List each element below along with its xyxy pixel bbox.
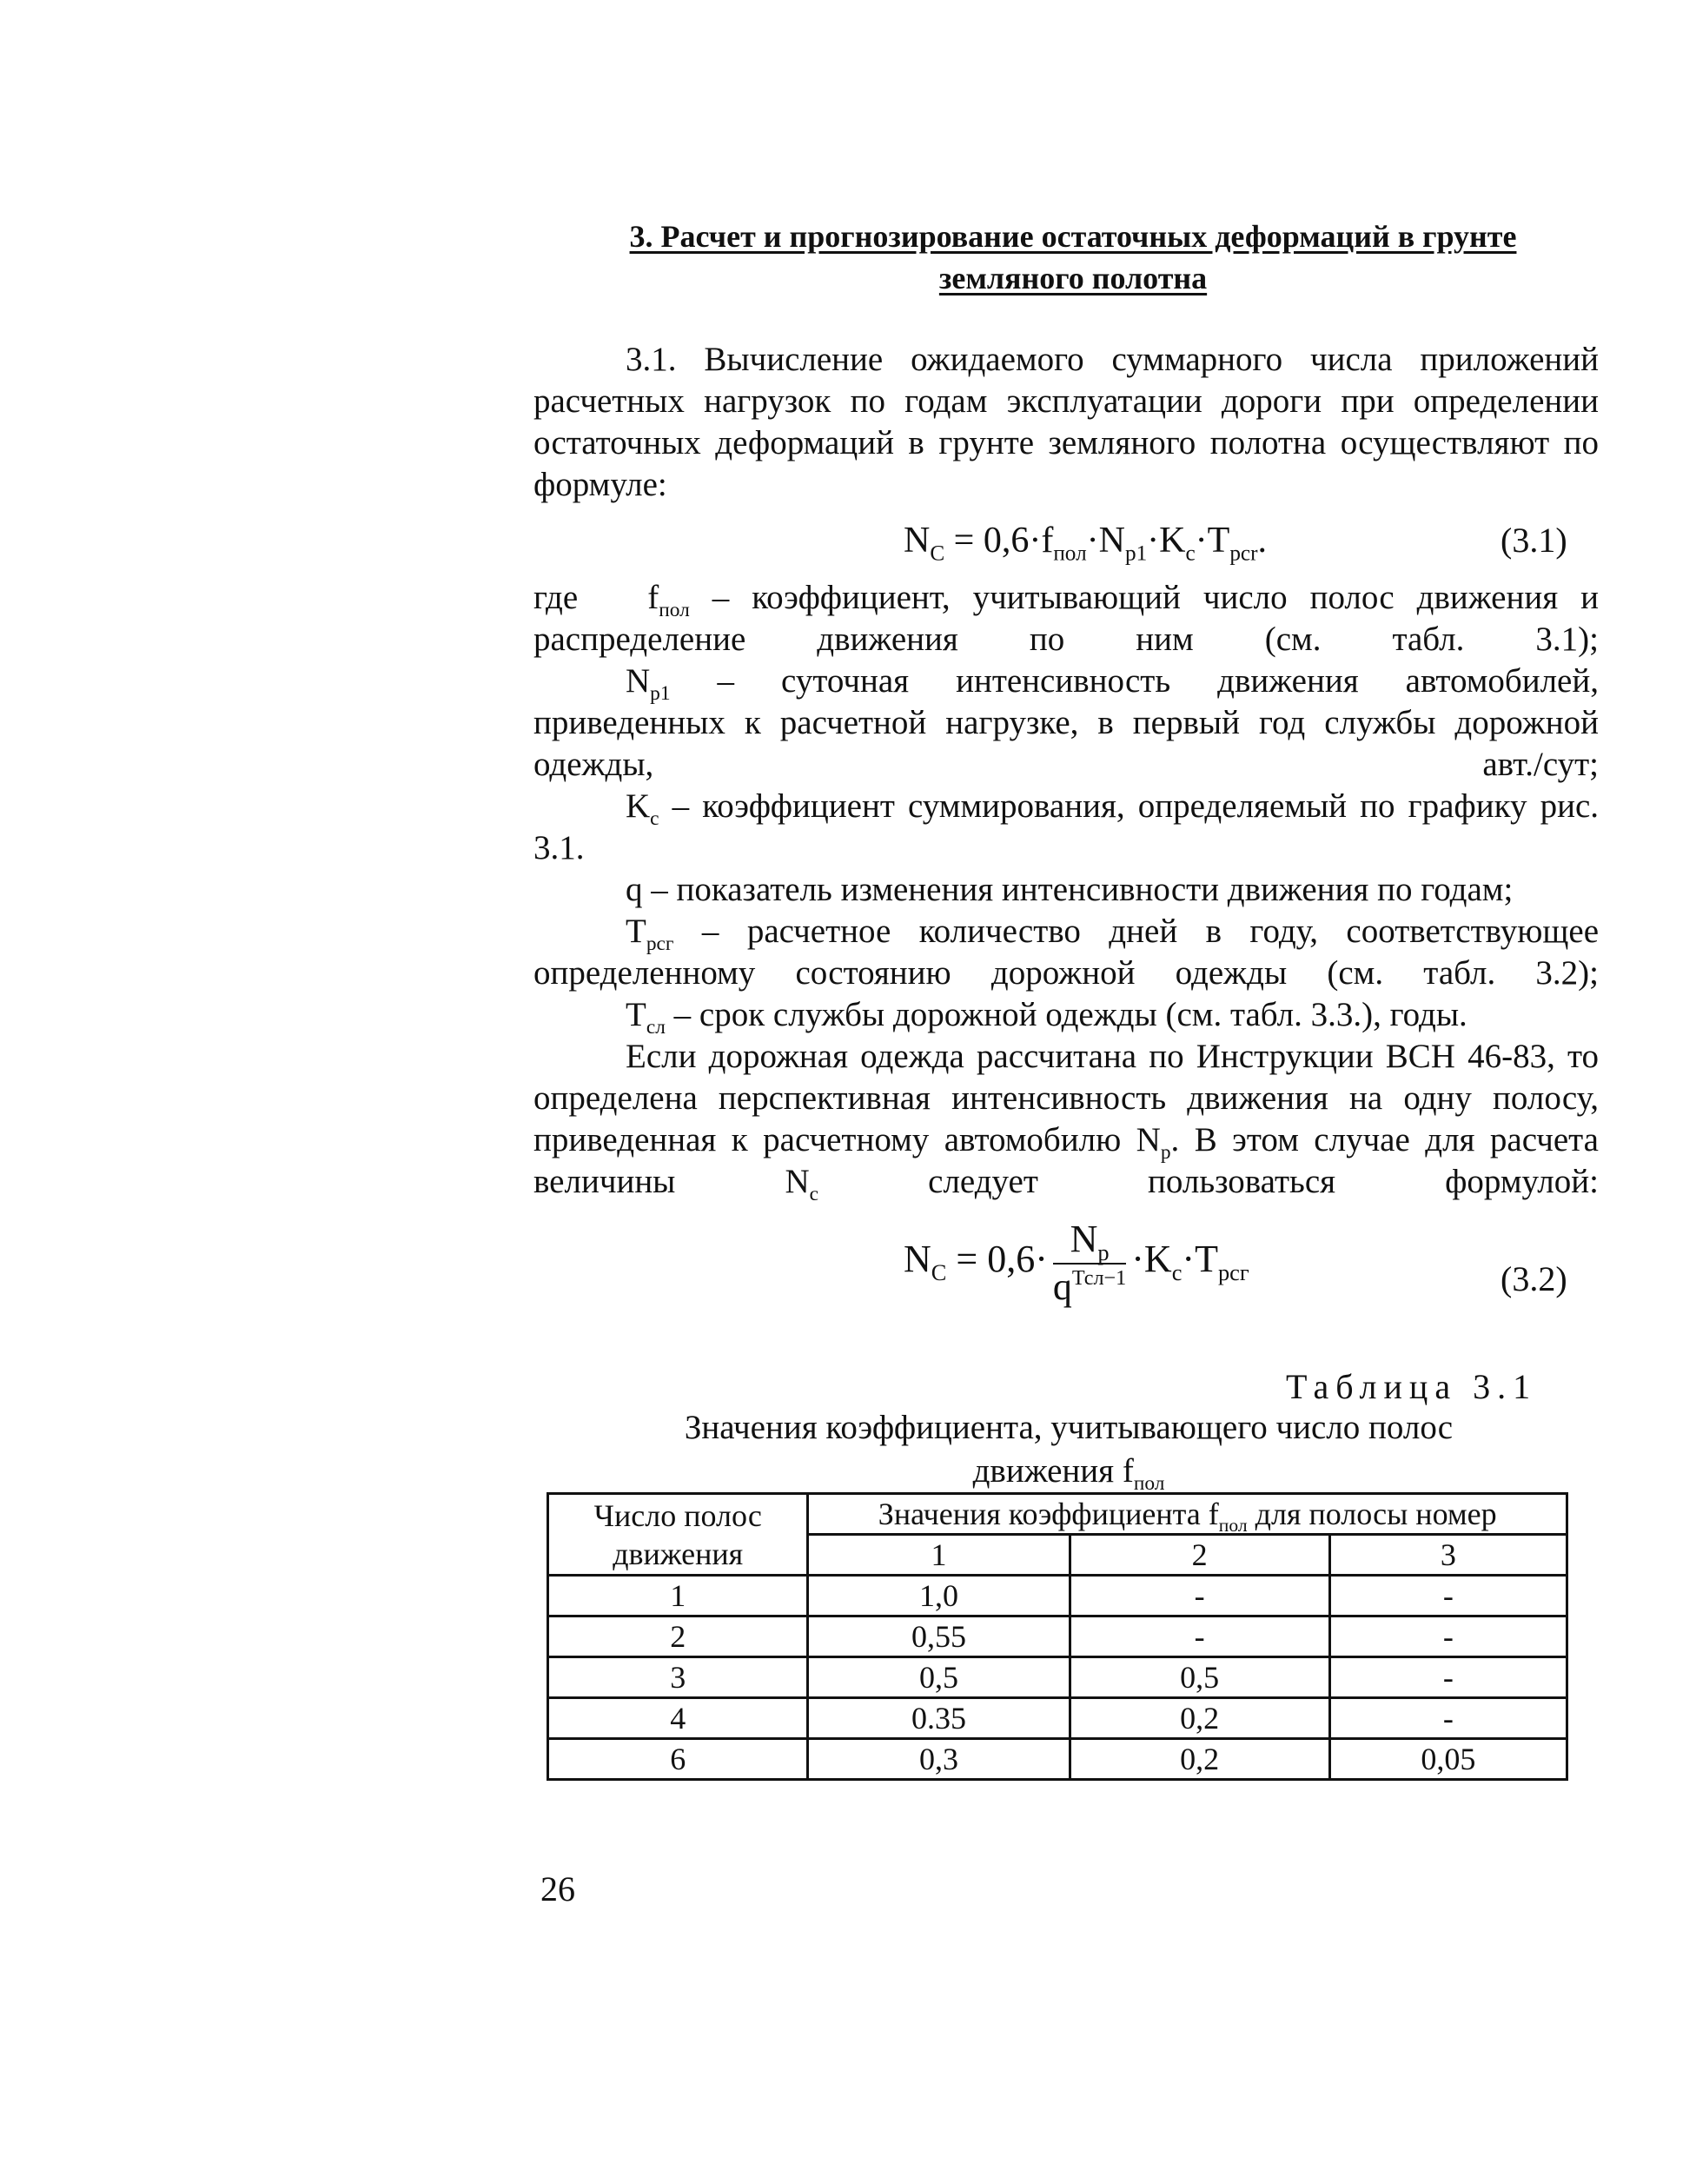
text-fragment: q [1052, 1265, 1072, 1308]
page-number: 26 [540, 1869, 575, 1909]
text-fragment: сл [646, 1015, 666, 1039]
table-row [548, 1698, 1567, 1739]
text-fragment: N [626, 662, 651, 700]
formula-3-2-number: (3.2) [1501, 1259, 1567, 1298]
text-fragment: = 0,6·f [944, 521, 1054, 561]
table-cell: 0,2 [1070, 1739, 1329, 1780]
table-cell: 0,3 [808, 1739, 1070, 1780]
table-cell: 4 [548, 1698, 808, 1739]
lane-coefficient-table [547, 1492, 1568, 1781]
text-fragment: – срок службы дорожной одежды (см. табл. 3.3.), годы. [665, 996, 1467, 1033]
table-cell: - [1070, 1576, 1329, 1616]
text-fragment: = 0,6· [946, 1238, 1048, 1281]
header-lane-1: 1 [808, 1535, 1070, 1576]
text-fragment: пол [1133, 1471, 1165, 1495]
section-heading [530, 216, 1616, 299]
text-fragment: – коэффициент суммирования, определяемый по графику рис. 3.1. [533, 787, 1599, 866]
formula-3-1 [904, 520, 1267, 566]
text-fragment: где [533, 579, 579, 616]
definition-t-sl [533, 994, 1599, 1039]
text-fragment: ·K [1147, 521, 1186, 561]
text-fragment: c [1185, 541, 1196, 566]
text-fragment: Тсл−1 [1071, 1266, 1127, 1291]
table-cell: - [1070, 1616, 1329, 1657]
text-fragment: пол [659, 598, 690, 621]
section-heading-line-2: земляного полотна [938, 261, 1208, 295]
table-cell: 0.35 [808, 1698, 1070, 1739]
definition-t-rsg [533, 911, 1599, 994]
paragraph-vsn [533, 1036, 1599, 1203]
text-fragment: C [930, 541, 945, 566]
text-fragment: пол [1053, 541, 1087, 566]
formula-3-2 [904, 1217, 1249, 1309]
text-fragment: – коэффициент, учитывающий число полос движения и распределение движения по ним (см. табл. 3.1); [533, 579, 1599, 658]
definitions-block [533, 577, 1599, 1203]
text-fragment: N [1070, 1218, 1098, 1260]
text-fragment: ·K [1131, 1238, 1172, 1281]
table-cell: - [1329, 1616, 1567, 1657]
text-fragment: Значения коэффициента f [878, 1497, 1219, 1531]
text-fragment: C [931, 1259, 947, 1286]
text-fragment: ·T [1182, 1238, 1218, 1281]
formula-3-2-fraction [1053, 1217, 1126, 1309]
definition-f-pol [533, 577, 1599, 661]
text-fragment: ·T [1195, 521, 1230, 561]
table-cell: 3 [548, 1657, 808, 1698]
table-cell: 6 [548, 1739, 808, 1780]
text-fragment: следует пользоваться формулой: [818, 1163, 1599, 1200]
text-fragment: рсг [1217, 1259, 1249, 1286]
text-fragment: N [904, 521, 931, 561]
text-fragment: T [626, 996, 646, 1033]
header-lanes-count: Число полос движения [548, 1494, 808, 1576]
text-fragment: f [647, 579, 659, 616]
text-fragment: с [809, 1182, 819, 1205]
text-fragment: для полосы номер [1247, 1497, 1497, 1531]
table-cell: 0,55 [808, 1616, 1070, 1657]
text-fragment: p1 [1124, 541, 1148, 566]
table-caption [608, 1406, 1529, 1493]
text-fragment: pcr [1229, 541, 1258, 566]
text-fragment: – суточная интенсивность движения автомобилей, приведенных к расчетной нагрузке, в первый год службы дорожной одежды, авт./сут; [533, 662, 1599, 783]
table-row [548, 1657, 1567, 1698]
text-fragment: рсг [646, 932, 674, 955]
table-label: Таблица 3.1 [1286, 1367, 1538, 1406]
table-cell: 0,5 [1070, 1657, 1329, 1698]
table-cell: 0,05 [1329, 1739, 1567, 1780]
table-cell: - [1329, 1657, 1567, 1698]
section-heading-line-1: 3. Расчет и прогнозирование остаточных деформаций в грунте [629, 219, 1517, 254]
text-fragment: c [650, 807, 659, 830]
formula-3-1-number: (3.1) [1501, 521, 1567, 560]
definition-n-p1 [533, 661, 1599, 786]
header-lane-3: 3 [1329, 1535, 1567, 1576]
table-cell: - [1329, 1698, 1567, 1739]
table-row [548, 1576, 1567, 1616]
text-fragment: пол [1218, 1515, 1248, 1537]
text-fragment: р [1160, 1140, 1171, 1164]
text-fragment: p [1097, 1239, 1110, 1266]
text-fragment: N [904, 1238, 931, 1281]
table-cell: 0,5 [808, 1657, 1070, 1698]
table-cell: 1 [548, 1576, 808, 1616]
text-fragment: . В этом случае для расчета величины N [533, 1121, 1599, 1200]
text-fragment: Значения коэффициента, учитывающего число полос [684, 1409, 1454, 1446]
text-fragment: Если дорожная одежда рассчитана по Инструкции ВСН 46-83, то определена перспективная интенсивность движения на одну полосу, приведенная к расчетному автомобилю N [533, 1038, 1599, 1158]
table-cell: 1,0 [808, 1576, 1070, 1616]
text-fragment: T [626, 913, 646, 950]
text-fragment: ·N [1086, 521, 1125, 561]
header-coefficient-group [808, 1494, 1567, 1535]
definition-k-c [533, 786, 1599, 869]
text-fragment: c [1171, 1259, 1183, 1286]
table-cell: - [1329, 1576, 1567, 1616]
text-fragment: – расчетное количество дней в году, соответствующее определенному состоянию дорожной одежды (см. табл. 3.2); [533, 913, 1599, 992]
definition-q: q – показатель изменения интенсивности движения по годам; [626, 871, 1514, 908]
table-row [548, 1739, 1567, 1780]
paragraph-3-1: 3.1. Вычисление ожидаемого суммарного числа приложений расчетных нагрузок по годам эксплуатации дороги при определении остаточных деформаций в грунте земляного полотна осуществляют по формуле: [533, 341, 1599, 503]
table-cell: 0,2 [1070, 1698, 1329, 1739]
table-cell: 2 [548, 1616, 808, 1657]
header-lane-2: 2 [1070, 1535, 1329, 1576]
text-fragment: p1 [650, 681, 671, 705]
text-fragment: . [1257, 521, 1267, 561]
text-fragment: K [626, 787, 651, 825]
text-fragment: движения f [972, 1452, 1134, 1490]
table-row [548, 1616, 1567, 1657]
